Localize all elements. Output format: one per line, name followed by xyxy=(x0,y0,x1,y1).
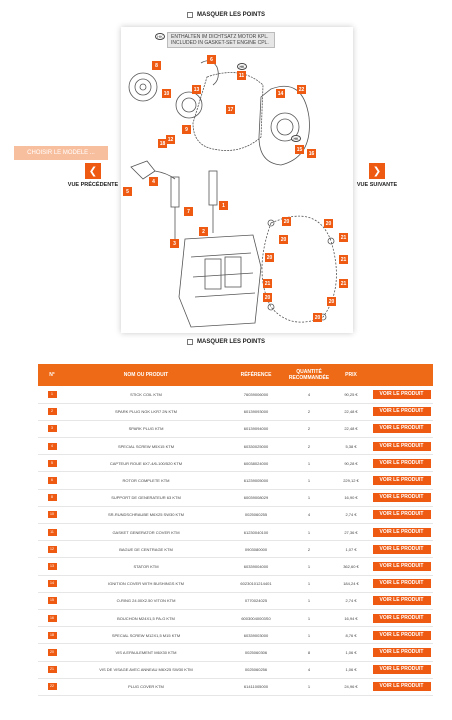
row-number-badge: 1 xyxy=(48,391,57,398)
row-number-badge: 4 xyxy=(48,443,57,450)
cell-action xyxy=(370,592,433,609)
legend-line-en: INCLUDED IN GASKET-SET ENGINE CPL. xyxy=(171,40,269,46)
cell-price: 2,74 € xyxy=(332,592,370,609)
row-number-badge: 6 xyxy=(48,477,57,484)
cell-action xyxy=(370,489,433,506)
view-product-button[interactable]: VOIR LE PRODUIT xyxy=(373,493,431,502)
cell-reference: 60038024000 xyxy=(226,455,286,472)
cell-product-name: CAPTEUR ROUE 6X7-4/6-100/520 KTM xyxy=(66,455,226,472)
cell-reference: 60339004000 xyxy=(226,558,286,575)
cell-action xyxy=(370,420,433,437)
cell-action xyxy=(370,541,433,558)
header-price: PRIX xyxy=(332,364,370,386)
table-row xyxy=(38,438,433,455)
cell-quantity: 4 xyxy=(286,661,332,678)
cell-price: 22,48 € xyxy=(332,403,370,420)
view-product-button[interactable]: VOIR LE PRODUIT xyxy=(373,579,431,588)
cell-reference: 60230101214401 xyxy=(226,575,286,592)
table-header-row xyxy=(38,364,433,386)
table-row xyxy=(38,592,433,609)
row-number-badge: 16 xyxy=(48,615,57,622)
header-reference: RÉFÉRENCE xyxy=(226,364,286,386)
cell-number xyxy=(38,455,66,472)
previous-view-label: VUE PRÉCÉDENTE xyxy=(67,182,119,188)
parts-diagram xyxy=(121,27,353,333)
view-product-button[interactable]: VOIR LE PRODUIT xyxy=(373,648,431,657)
cell-product-name: SPARK PLUG NGK LKR7 2N KTM xyxy=(66,403,226,420)
row-number-badge: 5 xyxy=(48,460,57,467)
cell-reference: 60039008029 xyxy=(226,489,286,506)
table-row xyxy=(38,644,433,661)
cell-product-name: STICK COIL KTM xyxy=(66,386,226,403)
cell-number xyxy=(38,524,66,541)
cell-number xyxy=(38,575,66,592)
cell-product-name: SUPPORT DE GENERATEUR 63 KTM xyxy=(66,489,226,506)
parts-table xyxy=(38,364,433,696)
table-row xyxy=(38,558,433,575)
row-number-badge: 2 xyxy=(48,408,57,415)
cell-reference: 76039006000 xyxy=(226,386,286,403)
cell-reference: 0903080000 xyxy=(226,541,286,558)
cell-number xyxy=(38,541,66,558)
cell-number xyxy=(38,644,66,661)
callout-point[interactable]: 21 xyxy=(264,280,271,287)
view-product-button[interactable]: VOIR LE PRODUIT xyxy=(373,528,431,537)
callout-point[interactable]: 3 xyxy=(170,239,179,248)
callout-point[interactable]: 1 xyxy=(219,201,228,210)
view-product-button[interactable]: VOIR LE PRODUIT xyxy=(373,424,431,433)
cell-product-name: BOUCHON M24X1,5 PA-G KTM xyxy=(66,609,226,626)
view-product-button[interactable]: VOIR LE PRODUIT xyxy=(373,390,431,399)
cell-product-name: GASKET GENERATOR COVER KTM xyxy=(66,524,226,541)
callout-point[interactable]: HK xyxy=(237,63,247,70)
callout-point[interactable]: 10 xyxy=(163,90,170,97)
view-product-button[interactable]: VOIR LE PRODUIT xyxy=(373,562,431,571)
row-number-badge: 20 xyxy=(48,649,57,656)
legend-line-de: ENTHALTEN IM DICHTSATZ MOTOR KPL. xyxy=(171,34,269,40)
cell-reference: 0025060256 xyxy=(226,661,286,678)
row-number-badge: 13 xyxy=(48,563,57,570)
view-product-button[interactable]: VOIR LE PRODUIT xyxy=(373,596,431,605)
table-row xyxy=(38,661,433,678)
table-row xyxy=(38,403,433,420)
callout-point[interactable]: 20 xyxy=(314,314,321,321)
cell-price: 22,48 € xyxy=(332,420,370,437)
cell-number xyxy=(38,592,66,609)
header-action xyxy=(370,364,433,386)
chevron-left-icon[interactable]: ❮ xyxy=(85,163,101,179)
row-number-badge: 22 xyxy=(48,683,57,690)
row-number-badge: 14 xyxy=(48,580,57,587)
parts-table-body xyxy=(38,386,433,695)
callout-point[interactable]: 20 xyxy=(325,220,332,227)
cell-action xyxy=(370,609,433,626)
callout-point[interactable]: 17 xyxy=(227,106,234,113)
cell-number xyxy=(38,627,66,644)
row-number-badge: 15 xyxy=(48,597,57,604)
callout-point[interactable]: 20 xyxy=(280,236,287,243)
row-number-badge: 21 xyxy=(48,666,57,673)
view-product-button[interactable]: VOIR LE PRODUIT xyxy=(373,510,431,519)
table-row xyxy=(38,678,433,695)
view-product-button[interactable]: VOIR LE PRODUIT xyxy=(373,545,431,554)
cell-number xyxy=(38,609,66,626)
cell-quantity: 1 xyxy=(286,489,332,506)
cell-product-name: SR-RUNDSCHRAUBE M6X25 SW30 KTM xyxy=(66,506,226,523)
cell-quantity: 1 xyxy=(286,575,332,592)
cell-quantity: 1 xyxy=(286,678,332,695)
cell-quantity: 8 xyxy=(286,644,332,661)
row-number-badge: 12 xyxy=(48,546,57,553)
table-row xyxy=(38,455,433,472)
cell-reference: 61230040100 xyxy=(226,524,286,541)
cell-quantity: 2 xyxy=(286,438,332,455)
view-product-button[interactable]: VOIR LE PRODUIT xyxy=(373,442,431,451)
cell-number xyxy=(38,661,66,678)
cell-price: 16,94 € xyxy=(332,609,370,626)
hide-points-label: MASQUER LES POINTS xyxy=(196,339,265,345)
view-product-button[interactable]: VOIR LE PRODUIT xyxy=(373,407,431,416)
cell-action xyxy=(370,403,433,420)
cell-action xyxy=(370,678,433,695)
cell-reference: 60330025000 xyxy=(226,438,286,455)
cell-product-name: O-RING 24.00X2.50 VITON KTM xyxy=(66,592,226,609)
callout-point[interactable]: 5 xyxy=(123,187,132,196)
view-product-button[interactable]: VOIR LE PRODUIT xyxy=(373,665,431,674)
hide-points-checkbox[interactable] xyxy=(187,12,193,18)
cell-action xyxy=(370,455,433,472)
table-row xyxy=(38,575,433,592)
cell-reference: 0025060306 xyxy=(226,644,286,661)
cell-reference: 60030040003S0 xyxy=(226,609,286,626)
cell-price: 8,76 € xyxy=(332,627,370,644)
header-quantity: QUANTITÉ RECOMMANDÉE xyxy=(286,364,332,386)
cell-reference: 61411005000 xyxy=(226,678,286,695)
table-row xyxy=(38,524,433,541)
cell-quantity: 1 xyxy=(286,627,332,644)
table-row xyxy=(38,386,433,403)
row-number-badge: 11 xyxy=(48,529,57,536)
cell-product-name: IGNITION COVER WITH BUSHINGS KTM xyxy=(66,575,226,592)
cell-price: 1,07 € xyxy=(332,541,370,558)
row-number-badge: 3 xyxy=(48,425,57,432)
cell-number xyxy=(38,678,66,695)
callout-point[interactable]: 13 xyxy=(193,86,200,93)
view-product-button[interactable]: VOIR LE PRODUIT xyxy=(373,614,431,623)
callout-point[interactable]: 21 xyxy=(340,234,347,241)
cell-price: 16,90 € xyxy=(332,489,370,506)
cell-action xyxy=(370,575,433,592)
callout-point[interactable]: 11 xyxy=(238,72,245,79)
cell-price: 27,36 € xyxy=(332,524,370,541)
callout-point[interactable]: 14 xyxy=(277,90,284,97)
cell-reference: 60139094000 xyxy=(226,420,286,437)
cell-quantity: 2 xyxy=(286,403,332,420)
table-row xyxy=(38,489,433,506)
cell-quantity: 1 xyxy=(286,455,332,472)
callout-point[interactable]: 16 xyxy=(308,150,315,157)
callout-point[interactable]: HK xyxy=(291,135,301,142)
cell-quantity: 1 xyxy=(286,524,332,541)
callout-point[interactable]: 21 xyxy=(340,256,347,263)
cell-action xyxy=(370,627,433,644)
callout-point[interactable]: 15 xyxy=(296,146,303,153)
table-row xyxy=(38,420,433,437)
table-row xyxy=(38,506,433,523)
hide-points-checkbox[interactable] xyxy=(187,339,193,345)
cell-action xyxy=(370,558,433,575)
cell-product-name: SPECIAL SCREW M5X15 KTM xyxy=(66,438,226,455)
hide-points-toggle-bottom[interactable] xyxy=(0,339,452,345)
cell-quantity: 1 xyxy=(286,609,332,626)
cell-action xyxy=(370,506,433,523)
cell-product-name: SPARK PLUG KTM xyxy=(66,420,226,437)
next-view-label: VUE SUIVANTE xyxy=(356,182,398,188)
cell-quantity: 2 xyxy=(286,420,332,437)
callout-point[interactable]: 8 xyxy=(152,61,161,70)
cell-price: 184,24 € xyxy=(332,575,370,592)
cell-product-name: VIS A EPAULEMENT M6X30 KTM xyxy=(66,644,226,661)
table-row xyxy=(38,541,433,558)
cell-product-name: PLUG COVER KTM xyxy=(66,678,226,695)
cell-price: 5,38 € xyxy=(332,438,370,455)
model-select-banner[interactable]: CHOISIR LE MODELE ... xyxy=(14,146,108,160)
row-number-badge: 8 xyxy=(48,494,57,501)
cell-product-name: VIS DE VISAGE AVEC ANNEAU M6X25 SW30 KTM xyxy=(66,661,226,678)
cell-price: 90,28 € xyxy=(332,455,370,472)
callout-point[interactable]: 18 xyxy=(159,140,166,147)
cell-action xyxy=(370,644,433,661)
cell-price: 362,60 € xyxy=(332,558,370,575)
cell-reference: 61239005000 xyxy=(226,472,286,489)
cell-number xyxy=(38,558,66,575)
cell-price: 2,74 € xyxy=(332,506,370,523)
callout-point[interactable]: 2 xyxy=(199,227,208,236)
cell-product-name: ROTOR COMPLETE KTM xyxy=(66,472,226,489)
cell-reference: 0025060255 xyxy=(226,506,286,523)
cell-price: 1,06 € xyxy=(332,661,370,678)
cell-reference: 60339003000 xyxy=(226,627,286,644)
hide-points-toggle-top[interactable] xyxy=(0,12,452,18)
callout-point[interactable]: 21 xyxy=(340,280,347,287)
row-number-badge: 10 xyxy=(48,511,57,518)
cell-product-name: BAGUE DE CENTRAGE KTM xyxy=(66,541,226,558)
cell-number xyxy=(38,420,66,437)
callout-point[interactable]: 12 xyxy=(167,136,174,143)
gasket-legend xyxy=(167,32,275,48)
cell-quantity: 1 xyxy=(286,558,332,575)
cell-price: 90,25 € xyxy=(332,386,370,403)
previous-view[interactable] xyxy=(67,163,119,188)
next-view[interactable] xyxy=(357,163,397,188)
hide-points-label: MASQUER LES POINTS xyxy=(196,12,265,18)
chevron-right-icon[interactable]: ❯ xyxy=(369,163,385,179)
cell-quantity: 1 xyxy=(286,472,332,489)
table-row xyxy=(38,472,433,489)
cell-quantity: 2 xyxy=(286,541,332,558)
table-row xyxy=(38,609,433,626)
table-row xyxy=(38,627,433,644)
view-product-button[interactable]: VOIR LE PRODUIT xyxy=(373,476,431,485)
cell-product-name: SPECIAL SCREW M12X1,5 M15 KTM xyxy=(66,627,226,644)
callout-point[interactable]: 7 xyxy=(184,207,193,216)
cell-reference: 0770024025 xyxy=(226,592,286,609)
cell-reference: 60139093000 xyxy=(226,403,286,420)
callout-point[interactable]: 4 xyxy=(149,177,158,186)
cell-action xyxy=(370,438,433,455)
cell-quantity: 4 xyxy=(286,386,332,403)
cell-price: 229,12 € xyxy=(332,472,370,489)
cell-price: 24,96 € xyxy=(332,678,370,695)
callout-point[interactable]: 20 xyxy=(328,298,335,305)
cell-product-name: STATOR KTM xyxy=(66,558,226,575)
cell-number xyxy=(38,403,66,420)
callout-point[interactable]: 22 xyxy=(298,86,305,93)
cell-quantity: 1 xyxy=(286,592,332,609)
cell-number xyxy=(38,506,66,523)
cell-action xyxy=(370,524,433,541)
cell-quantity: 4 xyxy=(286,506,332,523)
header-name: NOM OU PRODUIT xyxy=(66,364,226,386)
cell-action xyxy=(370,386,433,403)
callout-point[interactable]: 20 xyxy=(283,218,290,225)
cell-number xyxy=(38,438,66,455)
callout-point[interactable]: 20 xyxy=(264,294,271,301)
view-product-button[interactable]: VOIR LE PRODUIT xyxy=(373,459,431,468)
cell-number xyxy=(38,489,66,506)
row-number-badge: 18 xyxy=(48,632,57,639)
cell-number xyxy=(38,386,66,403)
cell-price: 1,06 € xyxy=(332,644,370,661)
cell-action xyxy=(370,661,433,678)
view-product-button[interactable]: VOIR LE PRODUIT xyxy=(373,682,431,691)
callout-point[interactable]: 9 xyxy=(182,125,191,134)
cell-number xyxy=(38,472,66,489)
callout-point[interactable]: 20 xyxy=(266,254,273,261)
legend-badge: HK xyxy=(155,33,165,40)
cell-action xyxy=(370,472,433,489)
view-product-button[interactable]: VOIR LE PRODUIT xyxy=(373,631,431,640)
callout-point[interactable]: 6 xyxy=(207,55,216,64)
header-number: N° xyxy=(38,364,66,386)
